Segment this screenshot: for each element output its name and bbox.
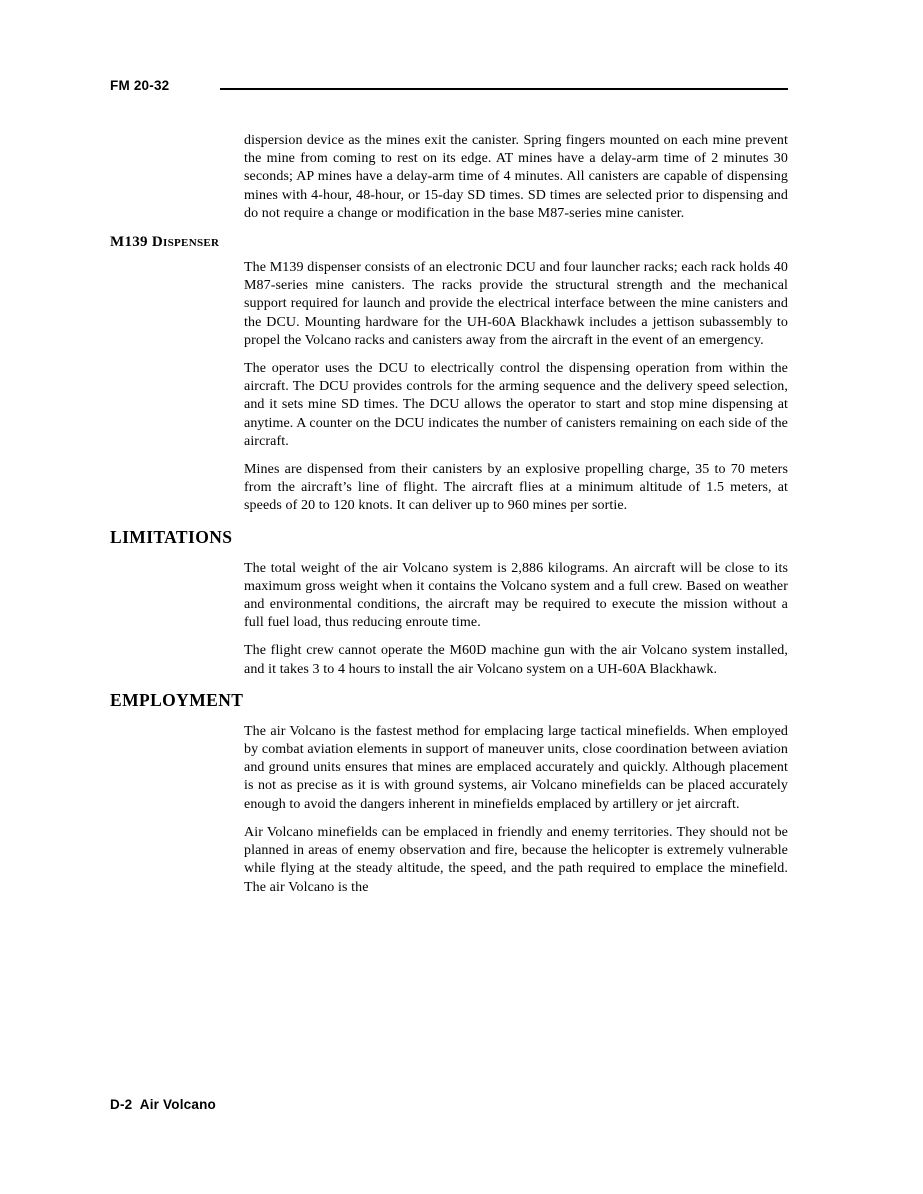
section-heading-m139-dispenser: M139 Dispenser: [110, 234, 220, 251]
paragraph-employment-1: The air Volcano is the fastest method for emplacing large tactical minefields. When employed by combat aviation elements in support of maneuver units, close coordination between aviation and ground units ensures that mines are emplaced accurately and quickly. Although placement is not as precise as it is with ground systems, air Volcano minefields can be placed accurately enough to avoid the dangers inherent in minefields emplaced by artillery or jet aircraft.: [244, 723, 788, 812]
paragraph-m139-2: The operator uses the DCU to electrically control the dispensing operation from within the aircraft. The DCU provides controls for the arming sequence and the delivery speed selection, and it sets mine SD times. The DCU allows the operator to start and stop mine dispensing at anytime. A counter on the DCU indicates the number of canisters remaining on each side of the aircraft.: [244, 361, 788, 449]
page-footer: D-2 Air Volcano: [110, 1097, 216, 1112]
paragraph-lead: dispersion device as the mines exit the canister. Spring fingers mounted on each mine prevent the mine from coming to rest on its edge. AT mines have a delay-arm time of 2 minutes 30 seconds; AP mines have a delay-arm time of 4 minutes. All canisters are capable of dispensing mines with 4-hour, 48-hour, or 15-day SD times. SD times are selected prior to dispensing and do not require a change or modification in the base M87-series mine canister.: [244, 133, 788, 221]
page-content: [110, 132, 788, 907]
section-heading-employment: EMPLOYMENT: [110, 689, 244, 710]
paragraph-limitations-2: The flight crew cannot operate the M60D machine gun with the air Volcano system installed, and it takes 3 to 4 hours to install the air Volcano system on a UH-60A Blackhawk.: [244, 643, 788, 677]
section-heading-limitations: LIMITATIONS: [110, 526, 233, 547]
paragraph-employment-2: Air Volcano minefields can be emplaced in friendly and enemy territories. They should not be planned in areas of enemy observation and fire, because the helicopter is extremely vulnerable while flying at the steady altitude, the speed, and the path required to emplace the minefield. The air Volcano is the: [244, 824, 788, 895]
page-header-doc-number: FM 20-32: [110, 78, 170, 93]
paragraph-m139-3: Mines are dispensed from their canisters by an explosive propelling charge, 35 to 70 meters from the aircraft’s line of flight. The aircraft flies at a minimum altitude of 1.5 meters, at speeds of 20 to 120 knots. It can deliver up to 960 mines per sortie.: [244, 462, 788, 514]
paragraph-limitations-1: The total weight of the air Volcano system is 2,886 kilograms. An aircraft will be close to its maximum gross weight when it contains the Volcano system and a full crew. Based on weather and environmental conditions, the aircraft may be required to execute the mission without a full fuel load, thus reducing enroute time.: [244, 560, 788, 631]
header-rule: [220, 88, 788, 90]
paragraph-m139-1: The M139 dispenser consists of an electronic DCU and four launcher racks; each rack holds 40 M87-series mine canisters. The racks provide the structural strength and the mechanical support required for launch and provide the electrical interface between the mine canisters and the DCU. Mounting hardware for the UH-60A Blackhawk includes a jettison subassembly to propel the Volcano racks and canisters away from the aircraft in the event of an emergency.: [244, 260, 788, 348]
